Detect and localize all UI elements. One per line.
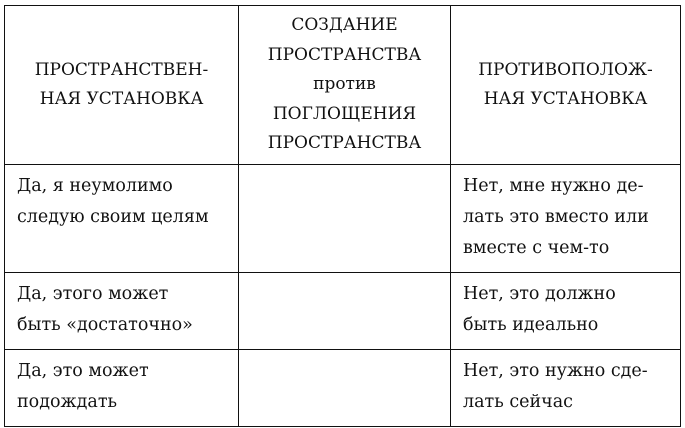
cell-right bbox=[451, 350, 681, 427]
table-row bbox=[5, 273, 681, 350]
cell-line: быть идеально bbox=[463, 315, 599, 335]
cell-line: вместе с чем-то bbox=[463, 238, 610, 258]
cell-line: Нет, это нужно сде- bbox=[463, 361, 648, 381]
cell-left bbox=[5, 165, 239, 273]
cell-right bbox=[451, 273, 681, 350]
cell-middle bbox=[239, 273, 451, 350]
header-creating-vs-absorbing bbox=[239, 6, 451, 165]
cell-line: быть «достаточно» bbox=[17, 315, 193, 335]
comparison-table bbox=[4, 5, 681, 427]
header-row bbox=[5, 6, 681, 165]
cell-line: Да, я неумолимо bbox=[17, 176, 173, 196]
cell-right bbox=[451, 165, 681, 273]
cell-left bbox=[5, 350, 239, 427]
header-line: НАЯ УСТАНОВКА bbox=[483, 89, 648, 109]
cell-line: Да, этого может bbox=[17, 284, 169, 304]
cell-line: лать это вместо или bbox=[463, 207, 649, 227]
cell-line: Нет, это должно bbox=[463, 284, 616, 304]
header-line: ПРОСТРАНСТВА bbox=[267, 133, 422, 154]
header-line: ПРОСТРАНСТВА bbox=[267, 44, 422, 65]
cell-middle bbox=[239, 350, 451, 427]
header-line: НАЯ УСТАНОВКА bbox=[39, 89, 204, 109]
header-line: СОЗДАНИЕ bbox=[291, 15, 398, 36]
cell-left bbox=[5, 273, 239, 350]
cell-line: следую своим целям bbox=[17, 207, 209, 227]
header-line: ПРОСТРАНСТВЕН- bbox=[34, 59, 209, 80]
cell-line: Нет, мне нужно де- bbox=[463, 176, 644, 196]
header-line: ПРОТИВОПОЛОЖ- bbox=[478, 59, 653, 80]
header-opposite-attitude bbox=[451, 6, 681, 165]
table-row bbox=[5, 165, 681, 273]
cell-line: подождать bbox=[17, 392, 118, 412]
header-line: против bbox=[313, 74, 376, 95]
cell-line: лать сейчас bbox=[463, 392, 573, 412]
header-spatial-attitude bbox=[5, 6, 239, 165]
cell-line: Да, это может bbox=[17, 361, 149, 381]
table-row bbox=[5, 350, 681, 427]
cell-middle bbox=[239, 165, 451, 273]
header-line: ПОГЛОЩЕНИЯ bbox=[272, 103, 417, 124]
